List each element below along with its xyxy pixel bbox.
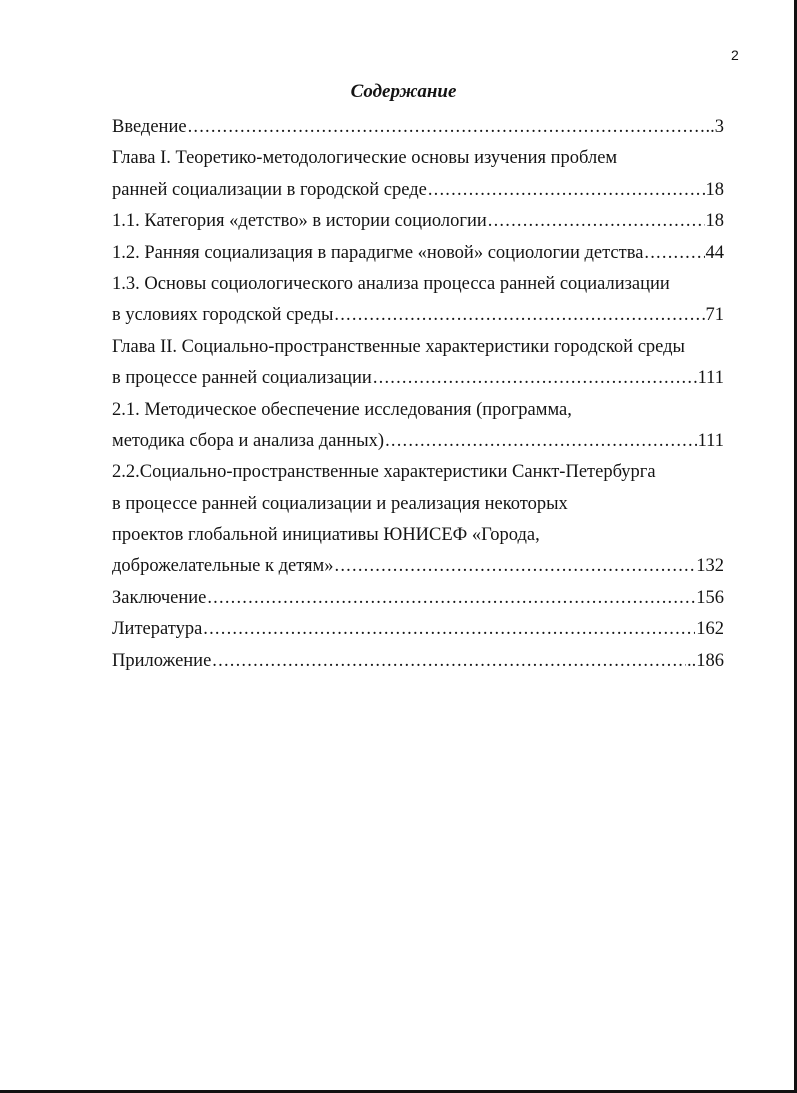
toc-entry-section-1-3-line-1 — [112, 269, 724, 300]
toc-entry-text: 1.1. Категория «детство» в истории социологии — [112, 211, 487, 232]
toc-entry-chapter-2-line-1 — [112, 332, 724, 363]
dot-leader — [385, 426, 697, 457]
toc-entry-references — [112, 614, 724, 645]
table-of-contents — [112, 112, 724, 677]
dot-leader — [212, 646, 686, 677]
toc-entry-page: 18 — [705, 211, 724, 232]
toc-entry-section-2-1-line-1 — [112, 395, 724, 426]
page-title: Содержание — [350, 81, 457, 102]
toc-entry-section-2-2-line-2 — [112, 489, 724, 520]
toc-entry-section-2-2-line-3 — [112, 520, 724, 551]
toc-entry-page: ..186 — [687, 650, 724, 671]
toc-entry-text: Приложение — [112, 650, 212, 671]
toc-entry-text: 1.2. Ранняя социализация в парадигме «новой» социологии детства — [112, 242, 644, 263]
toc-entry-introduction — [112, 112, 724, 143]
dot-leader — [488, 206, 705, 237]
toc-entry-text: в условиях городской среды — [112, 305, 334, 326]
toc-entry-chapter-2-line-2 — [112, 363, 724, 394]
toc-entry-section-1-1 — [112, 206, 724, 237]
toc-entry-page: ..3 — [705, 117, 724, 137]
toc-entry-page: 162 — [696, 619, 724, 640]
toc-entry-chapter-1-line-2 — [112, 175, 724, 206]
toc-entry-section-1-2 — [112, 238, 724, 269]
toc-entry-page: 111 — [697, 368, 724, 389]
dot-leader — [188, 112, 705, 143]
dot-leader — [373, 363, 697, 394]
toc-entry-conclusion — [112, 583, 724, 614]
toc-entry-text: ранней социализации в городской среде — [112, 179, 427, 200]
toc-entry-page: 44 — [705, 242, 724, 263]
toc-entry-text: Литература — [112, 619, 203, 640]
toc-entry-text: Глава I. Теоретико-методологические основы изучения проблем — [112, 148, 618, 169]
dot-leader — [335, 551, 696, 582]
toc-entry-section-2-2-line-1 — [112, 457, 724, 488]
toc-entry-text: Глава II. Социально-пространственные характеристики городской среды — [112, 336, 685, 357]
toc-entry-section-2-2-line-4 — [112, 551, 724, 582]
toc-entry-page: 156 — [696, 587, 724, 608]
toc-entry-section-1-3-line-2 — [112, 300, 724, 331]
toc-entry-page: 132 — [696, 556, 724, 577]
toc-entry-text: доброжелательные к детям» — [112, 556, 334, 577]
toc-entry-page: 111 — [697, 430, 724, 451]
toc-entry-chapter-1-line-1 — [112, 143, 724, 174]
toc-entry-text: 2.1. Методическое обеспечение исследования (программа, — [112, 399, 572, 420]
toc-entry-text: методика сбора и анализа данных) — [112, 430, 385, 451]
toc-entry-text: проектов глобальной инициативы ЮНИСЕФ «Города, — [112, 525, 540, 546]
page-number: 2 — [731, 47, 739, 63]
toc-entry-appendix — [112, 646, 724, 677]
toc-entry-text: 2.2.Социально-пространственные характеристики Санкт-Петербурга — [112, 462, 656, 483]
dot-leader — [207, 583, 695, 614]
dot-leader — [644, 238, 704, 269]
toc-entry-text: 1.3. Основы социологического анализа процесса ранней социализации — [112, 273, 670, 294]
toc-entry-text: Заключение — [112, 587, 207, 608]
toc-entry-text: Введение — [112, 117, 187, 137]
dot-leader — [334, 300, 704, 331]
toc-entry-section-2-1-line-2 — [112, 426, 724, 457]
dot-leader — [428, 175, 705, 206]
toc-entry-text: в процессе ранней социализации — [112, 368, 372, 389]
toc-entry-page: 18 — [705, 179, 724, 200]
toc-entry-page: 71 — [705, 305, 724, 326]
dot-leader — [203, 614, 695, 645]
toc-entry-text: в процессе ранней социализации и реализация некоторых — [112, 493, 568, 514]
